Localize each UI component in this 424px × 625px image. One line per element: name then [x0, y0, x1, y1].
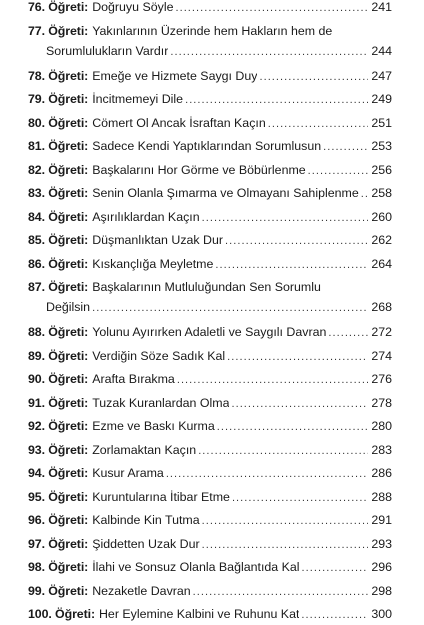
- toc-dot-leader: [166, 464, 368, 484]
- toc-entry-line: [28, 113, 392, 133]
- toc-entry-title: İlahi ve Sonsuz Olanla Bağlantıda Kal: [92, 560, 300, 574]
- toc-entry-number: 91. Öğreti:: [28, 395, 89, 410]
- toc-dot-leader: [232, 488, 368, 508]
- toc-entry-line: [28, 393, 392, 413]
- toc-entry-page: 274: [371, 348, 392, 363]
- toc-entry-number: 78. Öğreti:: [28, 68, 89, 83]
- toc-entry[interactable]: [28, 160, 392, 180]
- toc-entry-title: Tuzak Kuranlardan Olma: [92, 395, 230, 410]
- toc-entry-title: Verdiğin Söze Sadık Kal: [92, 348, 226, 363]
- toc-entry-line: [28, 557, 392, 577]
- toc-entry-number: 93. Öğreti:: [28, 442, 89, 457]
- toc-entry-line: [28, 254, 392, 274]
- toc-entry-page: 280: [371, 419, 392, 433]
- toc-entry-title: Kuruntularına İtibar Etme: [92, 489, 230, 504]
- toc-dot-leader: [170, 42, 368, 62]
- toc-dot-leader: [259, 67, 368, 87]
- toc-entry-title: Aşırılıklardan Kaçın: [92, 209, 200, 224]
- toc-entry-title: Yolunu Ayırırken Adaletli ve Saygılı Davran: [92, 325, 327, 339]
- toc-entry-page: 268: [371, 300, 392, 314]
- toc-entry-line: [28, 346, 392, 366]
- toc-entry-number: 96. Öğreti:: [28, 513, 89, 527]
- toc-entry[interactable]: [28, 136, 392, 156]
- toc-dot-leader: [225, 231, 368, 251]
- toc-entry-page: 286: [371, 466, 392, 480]
- toc-entry[interactable]: [28, 487, 392, 507]
- toc-entry-page: 283: [371, 442, 392, 457]
- toc-entry-line: [28, 534, 392, 554]
- toc-entry-line: [28, 89, 392, 109]
- toc-entry-number: 87. Öğreti:: [28, 280, 89, 294]
- toc-entry-title: Sadece Kendi Yaptıklarından Sorumlusun: [92, 139, 322, 153]
- toc-entry-title: Nezaketle Davran: [92, 583, 191, 598]
- toc-entry-title: Zorlamaktan Kaçın: [92, 442, 197, 457]
- toc-entry-number: 94. Öğreti:: [28, 466, 89, 480]
- toc-entry-page: 276: [371, 372, 392, 386]
- toc-entry-title: Her Eylemine Kalbini ve Ruhunu Kat: [98, 607, 300, 621]
- toc-entry-line: [28, 66, 392, 86]
- toc-entry-line: [28, 297, 392, 317]
- toc-entry-line: [28, 0, 392, 17]
- toc-entry-number: 86. Öğreti:: [28, 256, 89, 271]
- toc-entry-title: Başkalarını Hor Görme ve Böbürlenme: [92, 162, 306, 177]
- toc-entry-page: 260: [371, 209, 392, 224]
- toc-entry-line: [28, 183, 392, 203]
- toc-entry[interactable]: [28, 230, 392, 250]
- toc-dot-leader: [198, 441, 368, 461]
- toc-entry[interactable]: [28, 440, 392, 460]
- toc-dot-leader: [175, 0, 368, 18]
- toc-entry-number: 95. Öğreti:: [28, 489, 89, 504]
- toc-entry-line: [28, 369, 392, 389]
- toc-dot-leader: [328, 323, 368, 343]
- toc-entry-title: Kalbinde Kin Tutma: [92, 513, 200, 527]
- toc-entry-number: 97. Öğreti:: [28, 536, 89, 551]
- toc-entry-line: [28, 41, 392, 61]
- toc-entry-title: Kusur Arama: [92, 466, 164, 480]
- toc-entry-line: [28, 207, 392, 227]
- toc-entry-number: 92. Öğreti:: [28, 419, 89, 433]
- toc-entry[interactable]: [28, 66, 392, 86]
- toc-entry-title: İncitmemeyi Dile: [92, 92, 184, 106]
- toc-dot-leader: [361, 184, 368, 204]
- toc-entry-line: [28, 277, 392, 297]
- toc-entry-number: 84. Öğreti:: [28, 209, 89, 224]
- toc-entry[interactable]: [28, 89, 392, 109]
- toc-entry-number: 99. Öğreti:: [28, 583, 89, 598]
- toc-dot-leader: [227, 347, 368, 367]
- toc-entry-page: 264: [371, 256, 392, 271]
- toc-entry-page: 272: [371, 325, 392, 339]
- toc-entry-number: 83. Öğreti:: [28, 186, 89, 200]
- toc-entry-page: 249: [371, 92, 392, 106]
- toc-entry[interactable]: [28, 604, 392, 624]
- toc-entry-line: [28, 160, 392, 180]
- toc-dot-leader: [202, 208, 368, 228]
- toc-entry[interactable]: [28, 207, 392, 227]
- toc-entry-page: 256: [371, 162, 392, 177]
- toc-dot-leader: [308, 161, 368, 181]
- toc-dot-leader: [177, 370, 368, 390]
- toc-entry[interactable]: [28, 346, 392, 366]
- toc-entry[interactable]: [28, 277, 392, 317]
- toc-entry-page: 247: [371, 68, 392, 83]
- toc-dot-leader: [301, 605, 368, 625]
- toc-entry[interactable]: [28, 510, 392, 530]
- toc-entry-title: Şiddetten Uzak Dur: [92, 536, 200, 551]
- toc-entry[interactable]: [28, 393, 392, 413]
- toc-entry-line: [28, 510, 392, 530]
- toc-entry[interactable]: [28, 581, 392, 601]
- toc-entry-page: 293: [371, 536, 392, 551]
- toc-dot-leader: [217, 417, 368, 437]
- toc-entry-number: 100. Öğreti:: [28, 607, 95, 621]
- toc-entry-number: 98. Öğreti:: [28, 560, 89, 574]
- toc-entry-title: Emeğe ve Hizmete Saygı Duy: [92, 68, 258, 83]
- toc-entry-number: 90. Öğreti:: [28, 372, 89, 386]
- toc-entry-page: 251: [371, 115, 392, 130]
- toc-entry-title: Başkalarının Mutluluğundan Sen Sorumlu: [92, 280, 321, 294]
- toc-entry-number: 77. Öğreti:: [28, 23, 89, 38]
- toc-entry-title: Kıskançlığa Meyletme: [92, 256, 214, 271]
- toc-entry-title: Yakınlarının Üzerinde hem Hakların hem de: [92, 23, 333, 38]
- toc-entry-page: 262: [371, 233, 392, 247]
- toc-entry-title: Değilsin: [46, 300, 91, 314]
- toc-entry-title: Senin Olanla Şımarma ve Olmayanı Sahiplenme: [92, 186, 359, 200]
- toc-dot-leader: [193, 582, 368, 602]
- toc-entry-title: Düşmanlıktan Uzak Dur: [92, 233, 224, 247]
- toc-entry[interactable]: [28, 369, 392, 389]
- toc-dot-leader: [202, 511, 368, 531]
- toc-dot-leader: [302, 558, 368, 578]
- toc-entry[interactable]: [28, 557, 392, 577]
- toc-entry-page: 291: [371, 513, 392, 527]
- toc-entry-line: [28, 230, 392, 250]
- toc-dot-leader: [215, 255, 368, 275]
- toc-entry-line: [28, 136, 392, 156]
- toc-entry-page: 300: [371, 607, 392, 621]
- toc-dot-leader: [202, 535, 368, 555]
- toc-entry-line: [28, 581, 392, 601]
- toc-entry-page: 278: [371, 395, 392, 410]
- toc-entry-title: Cömert Ol Ancak İsraftan Kaçın: [92, 115, 266, 130]
- toc-entry[interactable]: [28, 463, 392, 483]
- toc-entry-number: 76. Öğreti:: [28, 0, 89, 14]
- toc-entry-page: 258: [371, 186, 392, 200]
- toc-entry[interactable]: [28, 534, 392, 554]
- toc-entry-title: Ezme ve Baskı Kurma: [92, 419, 215, 433]
- toc-entry-number: 79. Öğreti:: [28, 92, 89, 106]
- toc-entry-page: 241: [371, 0, 392, 14]
- toc-entry[interactable]: [28, 416, 392, 436]
- toc-dot-leader: [323, 137, 368, 157]
- toc-entry-number: 81. Öğreti:: [28, 139, 89, 153]
- toc-entry-line: [28, 463, 392, 483]
- toc-entry[interactable]: [28, 0, 392, 17]
- toc-entry-line: [28, 487, 392, 507]
- toc-entry-number: 88. Öğreti:: [28, 325, 89, 339]
- toc-entry-number: 80. Öğreti:: [28, 115, 89, 130]
- toc-entry[interactable]: [28, 183, 392, 203]
- toc-entry-title: Arafta Bırakma: [92, 372, 175, 386]
- toc-entry-page: 296: [371, 560, 392, 574]
- toc-entry-number: 82. Öğreti:: [28, 162, 89, 177]
- toc-entry[interactable]: [28, 113, 392, 133]
- toc-dot-leader: [92, 298, 368, 318]
- toc-entry-number: 89. Öğreti:: [28, 348, 89, 363]
- toc-entry-line: [28, 604, 392, 624]
- toc-entry-line: [28, 440, 392, 460]
- toc-entry-line: [28, 416, 392, 436]
- toc-entry-number: 85. Öğreti:: [28, 233, 89, 247]
- toc-entry-page: 298: [371, 583, 392, 598]
- toc-entry-page: 253: [371, 139, 392, 153]
- toc-dot-leader: [268, 114, 368, 134]
- toc-dot-leader: [185, 90, 368, 110]
- toc-entry-title: Doğruyu Söyle: [92, 0, 174, 14]
- toc-entry-line: [28, 21, 392, 41]
- toc-entry[interactable]: [28, 21, 392, 61]
- toc-entry-page: 244: [371, 43, 392, 58]
- toc-entry-title: Sorumlulukların Vardır: [46, 43, 169, 58]
- toc-entry[interactable]: [28, 254, 392, 274]
- toc-dot-leader: [231, 394, 368, 414]
- toc-entry[interactable]: [28, 322, 392, 342]
- toc-entry-line: [28, 322, 392, 342]
- toc-entry-page: 288: [371, 489, 392, 504]
